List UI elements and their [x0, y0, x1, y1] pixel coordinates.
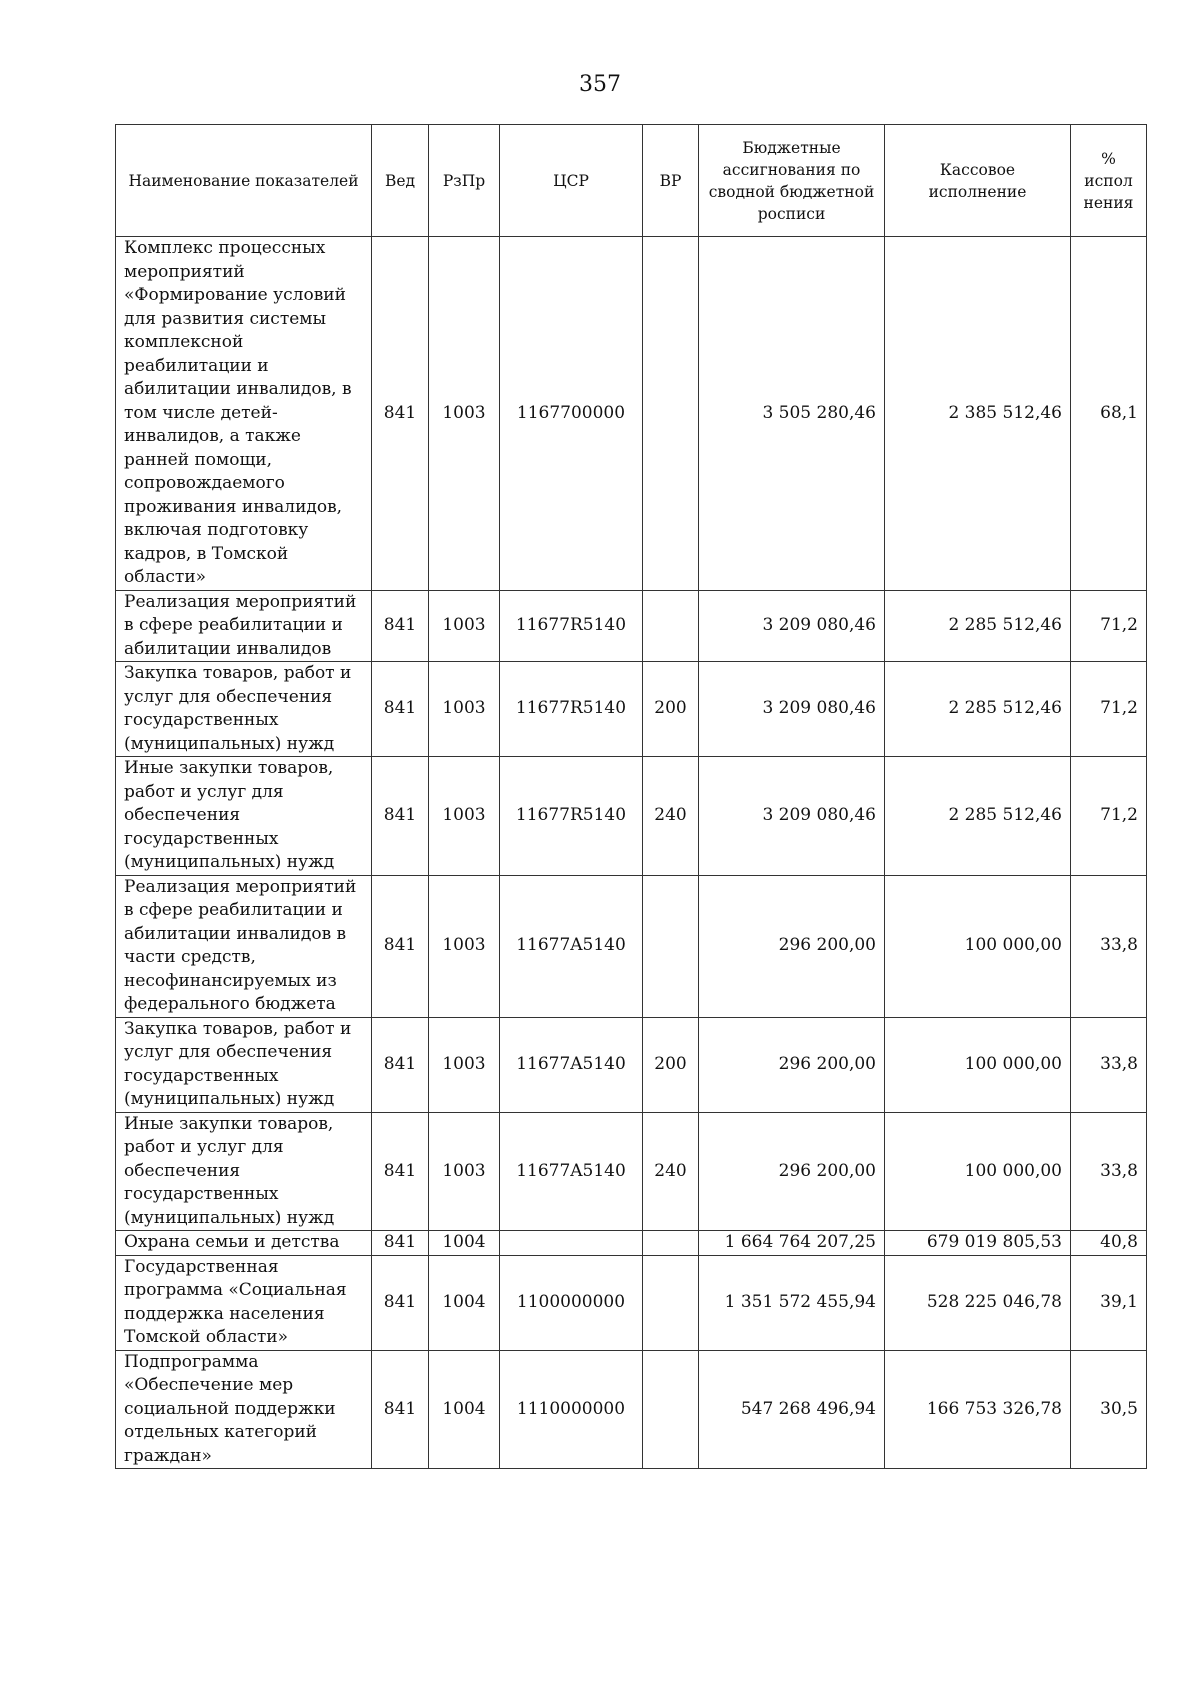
row-rzpr: 1003	[429, 237, 500, 591]
row-csr: 11677A5140	[500, 1112, 643, 1231]
row-csr: 1100000000	[500, 1255, 643, 1350]
row-vr: 200	[643, 662, 699, 757]
row-cash: 100 000,00	[885, 1017, 1071, 1112]
row-vr	[643, 1255, 699, 1350]
row-csr: 11677A5140	[500, 1017, 643, 1112]
row-csr: 11677R5140	[500, 590, 643, 662]
table-row	[116, 1231, 1147, 1256]
row-cash: 2 285 512,46	[885, 662, 1071, 757]
row-pct: 71,2	[1071, 662, 1147, 757]
col-header-vr: ВР	[643, 125, 699, 237]
row-name: Охрана семьи и детства	[116, 1231, 372, 1256]
row-csr: 11677A5140	[500, 875, 643, 1017]
row-pct: 40,8	[1071, 1231, 1147, 1256]
row-ved: 841	[372, 757, 429, 876]
row-name: Закупка товаров, работ и услуг для обеспечения государственных (муниципальных) нужд	[116, 1017, 372, 1112]
row-vr	[643, 1350, 699, 1469]
row-budget: 1 664 764 207,25	[699, 1231, 885, 1256]
row-rzpr: 1003	[429, 590, 500, 662]
header-row	[116, 125, 1147, 237]
row-budget: 3 209 080,46	[699, 757, 885, 876]
row-ved: 841	[372, 662, 429, 757]
table-row	[116, 1350, 1147, 1469]
table-row	[116, 1112, 1147, 1231]
table-row	[116, 1255, 1147, 1350]
row-name: Подпрограмма «Обеспечение мер социальной поддержки отдельных категорий граждан»	[116, 1350, 372, 1469]
table-row	[116, 662, 1147, 757]
row-pct: 71,2	[1071, 757, 1147, 876]
row-pct: 33,8	[1071, 1112, 1147, 1231]
row-pct: 39,1	[1071, 1255, 1147, 1350]
row-ved: 841	[372, 237, 429, 591]
row-vr	[643, 590, 699, 662]
row-budget: 3 209 080,46	[699, 662, 885, 757]
row-ved: 841	[372, 1231, 429, 1256]
table-row	[116, 237, 1147, 591]
row-vr: 200	[643, 1017, 699, 1112]
row-rzpr: 1003	[429, 875, 500, 1017]
col-header-rzpr: РзПр	[429, 125, 500, 237]
col-header-cash: Кассовое исполнение	[885, 125, 1071, 237]
row-name: Закупка товаров, работ и услуг для обеспечения государственных (муниципальных) нужд	[116, 662, 372, 757]
row-pct: 71,2	[1071, 590, 1147, 662]
row-pct: 30,5	[1071, 1350, 1147, 1469]
row-vr: 240	[643, 1112, 699, 1231]
row-rzpr: 1004	[429, 1231, 500, 1256]
row-name: Реализация мероприятий в сфере реабилитации и абилитации инвалидов	[116, 590, 372, 662]
row-name: Иные закупки товаров, работ и услуг для обеспечения государственных (муниципальных) нужд	[116, 757, 372, 876]
row-csr	[500, 1231, 643, 1256]
row-budget: 547 268 496,94	[699, 1350, 885, 1469]
row-csr: 1167700000	[500, 237, 643, 591]
row-budget: 3 505 280,46	[699, 237, 885, 591]
row-budget: 1 351 572 455,94	[699, 1255, 885, 1350]
row-cash: 2 285 512,46	[885, 757, 1071, 876]
row-rzpr: 1003	[429, 662, 500, 757]
row-csr: 1110000000	[500, 1350, 643, 1469]
col-header-budget: Бюджетные ассигнования по сводной бюджетной росписи	[699, 125, 885, 237]
row-ved: 841	[372, 1350, 429, 1469]
row-vr	[643, 1231, 699, 1256]
row-pct: 33,8	[1071, 875, 1147, 1017]
row-budget: 296 200,00	[699, 1112, 885, 1231]
row-budget: 296 200,00	[699, 875, 885, 1017]
row-rzpr: 1003	[429, 1112, 500, 1231]
row-rzpr: 1003	[429, 1017, 500, 1112]
row-cash: 528 225 046,78	[885, 1255, 1071, 1350]
row-csr: 11677R5140	[500, 662, 643, 757]
row-cash: 2 285 512,46	[885, 590, 1071, 662]
row-budget: 296 200,00	[699, 1017, 885, 1112]
row-ved: 841	[372, 590, 429, 662]
row-cash: 679 019 805,53	[885, 1231, 1071, 1256]
row-name: Иные закупки товаров, работ и услуг для обеспечения государственных (муниципальных) нужд	[116, 1112, 372, 1231]
row-ved: 841	[372, 1112, 429, 1231]
row-ved: 841	[372, 1017, 429, 1112]
col-header-ved: Вед	[372, 125, 429, 237]
row-ved: 841	[372, 1255, 429, 1350]
row-vr	[643, 237, 699, 591]
table-row	[116, 875, 1147, 1017]
page-number: 357	[579, 72, 621, 97]
row-cash: 2 385 512,46	[885, 237, 1071, 591]
row-budget: 3 209 080,46	[699, 590, 885, 662]
row-cash: 100 000,00	[885, 1112, 1071, 1231]
row-rzpr: 1004	[429, 1350, 500, 1469]
row-vr	[643, 875, 699, 1017]
col-header-pct: % испол нения	[1071, 125, 1147, 237]
row-ved: 841	[372, 875, 429, 1017]
row-pct: 68,1	[1071, 237, 1147, 591]
table-row	[116, 1017, 1147, 1112]
row-pct: 33,8	[1071, 1017, 1147, 1112]
row-rzpr: 1004	[429, 1255, 500, 1350]
col-header-csr: ЦСР	[500, 125, 643, 237]
table-row	[116, 757, 1147, 876]
row-name: Комплекс процессных мероприятий «Формирование условий для развития системы комплексной реабилитации и абилитации инвалидов, в том числе детей-инвалидов, а также ранней помощи, сопровождаемого проживания инвалидов, включая подготовку кадров, в Томской области»	[116, 237, 372, 591]
row-vr: 240	[643, 757, 699, 876]
row-name: Реализация мероприятий в сфере реабилитации и абилитации инвалидов в части средств, несофинансируемых из федерального бюджета	[116, 875, 372, 1017]
table-row	[116, 590, 1147, 662]
row-name: Государственная программа «Социальная поддержка населения Томской области»	[116, 1255, 372, 1350]
row-cash: 100 000,00	[885, 875, 1071, 1017]
row-rzpr: 1003	[429, 757, 500, 876]
budget-table	[115, 124, 1147, 1469]
row-cash: 166 753 326,78	[885, 1350, 1071, 1469]
row-csr: 11677R5140	[500, 757, 643, 876]
col-header-name: Наименование показателей	[116, 125, 372, 237]
